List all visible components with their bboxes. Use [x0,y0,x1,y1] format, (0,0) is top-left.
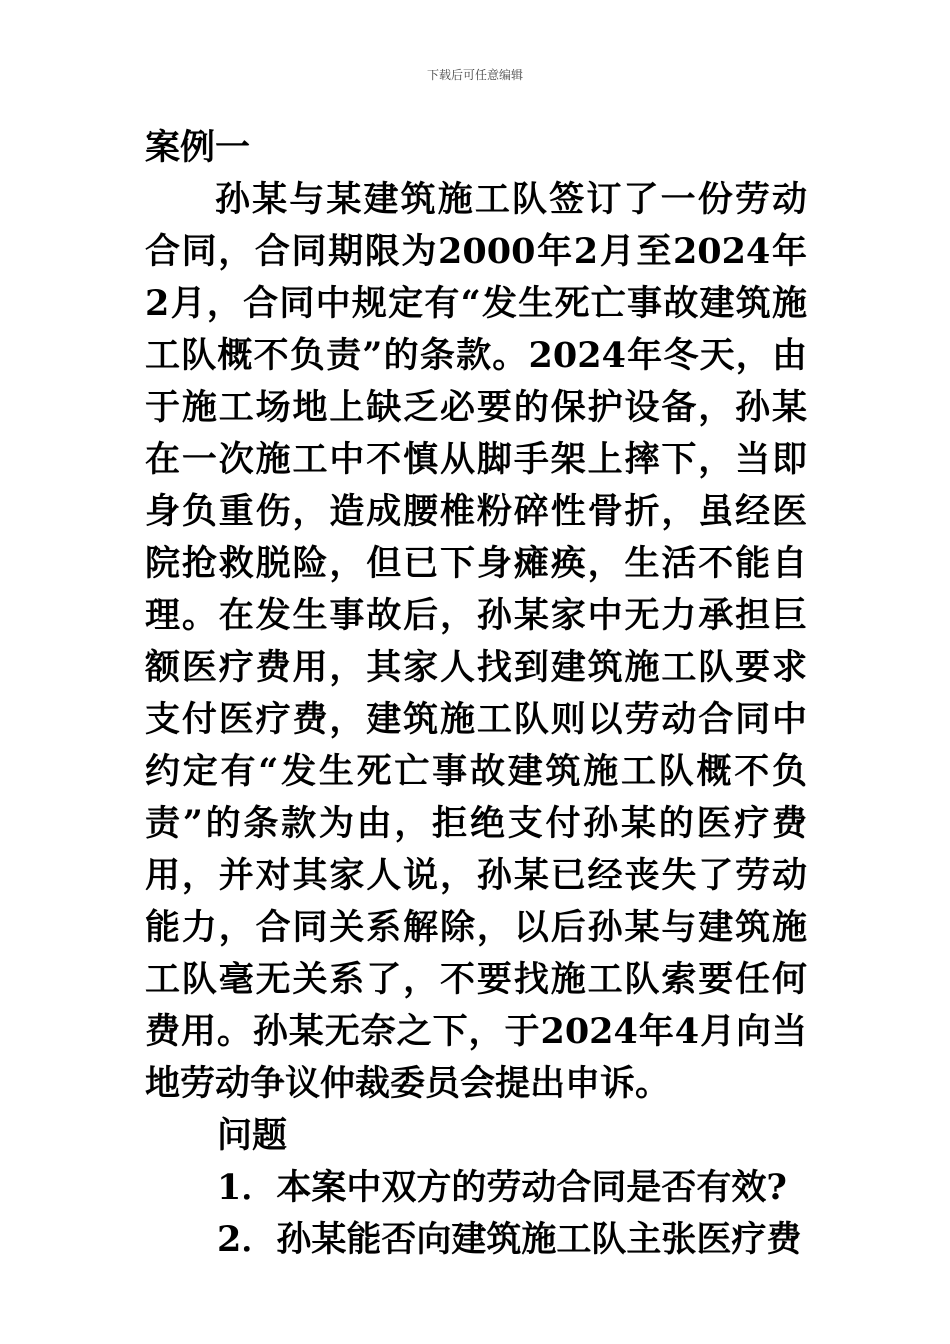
case-paragraph: 孙某与某建筑施工队签订了一份劳动合同，合同期限为2000年2月至2024年2月，合同中规定有“发生死亡事故建筑施工队概不负责”的条款。2024年冬天，由于施工场地上缺乏必要的保护设备，孙某在一次施工中不慎从脚手架上摔下，当即身负重伤，造成腰椎粉碎性骨折，虽经医院抢救脱险，但已下身瘫痪，生活不能自理。在发生事故后，孙某家中无力承担巨额医疗费用，其家人找到建筑施工队要求支付医疗费，建筑施工队则以劳动合同中约定有“发生死亡事故建筑施工队概不负责”的条款为由，拒绝支付孙某的医疗费用，并对其家人说，孙某已经丧失了劳动能力，合同关系解除，以后孙某与建筑施工队毫无关系了，不要找施工队索要任何费用。孙某无奈之下，于2024年4月向当地劳动争议仲裁委员会提出申诉。 [145,179,807,1104]
questions-heading: 问题 [217,1115,288,1156]
question-item-1: 1．本案中双方的劳动合同是否有效? [217,1167,787,1208]
document-body [145,122,807,1266]
page-header-note: 下载后可任意编辑 [426,68,523,82]
question-item-2: 2．孙某能否向建筑施工队主张医疗费 [217,1219,802,1260]
case-title: 案例一 [145,127,251,168]
